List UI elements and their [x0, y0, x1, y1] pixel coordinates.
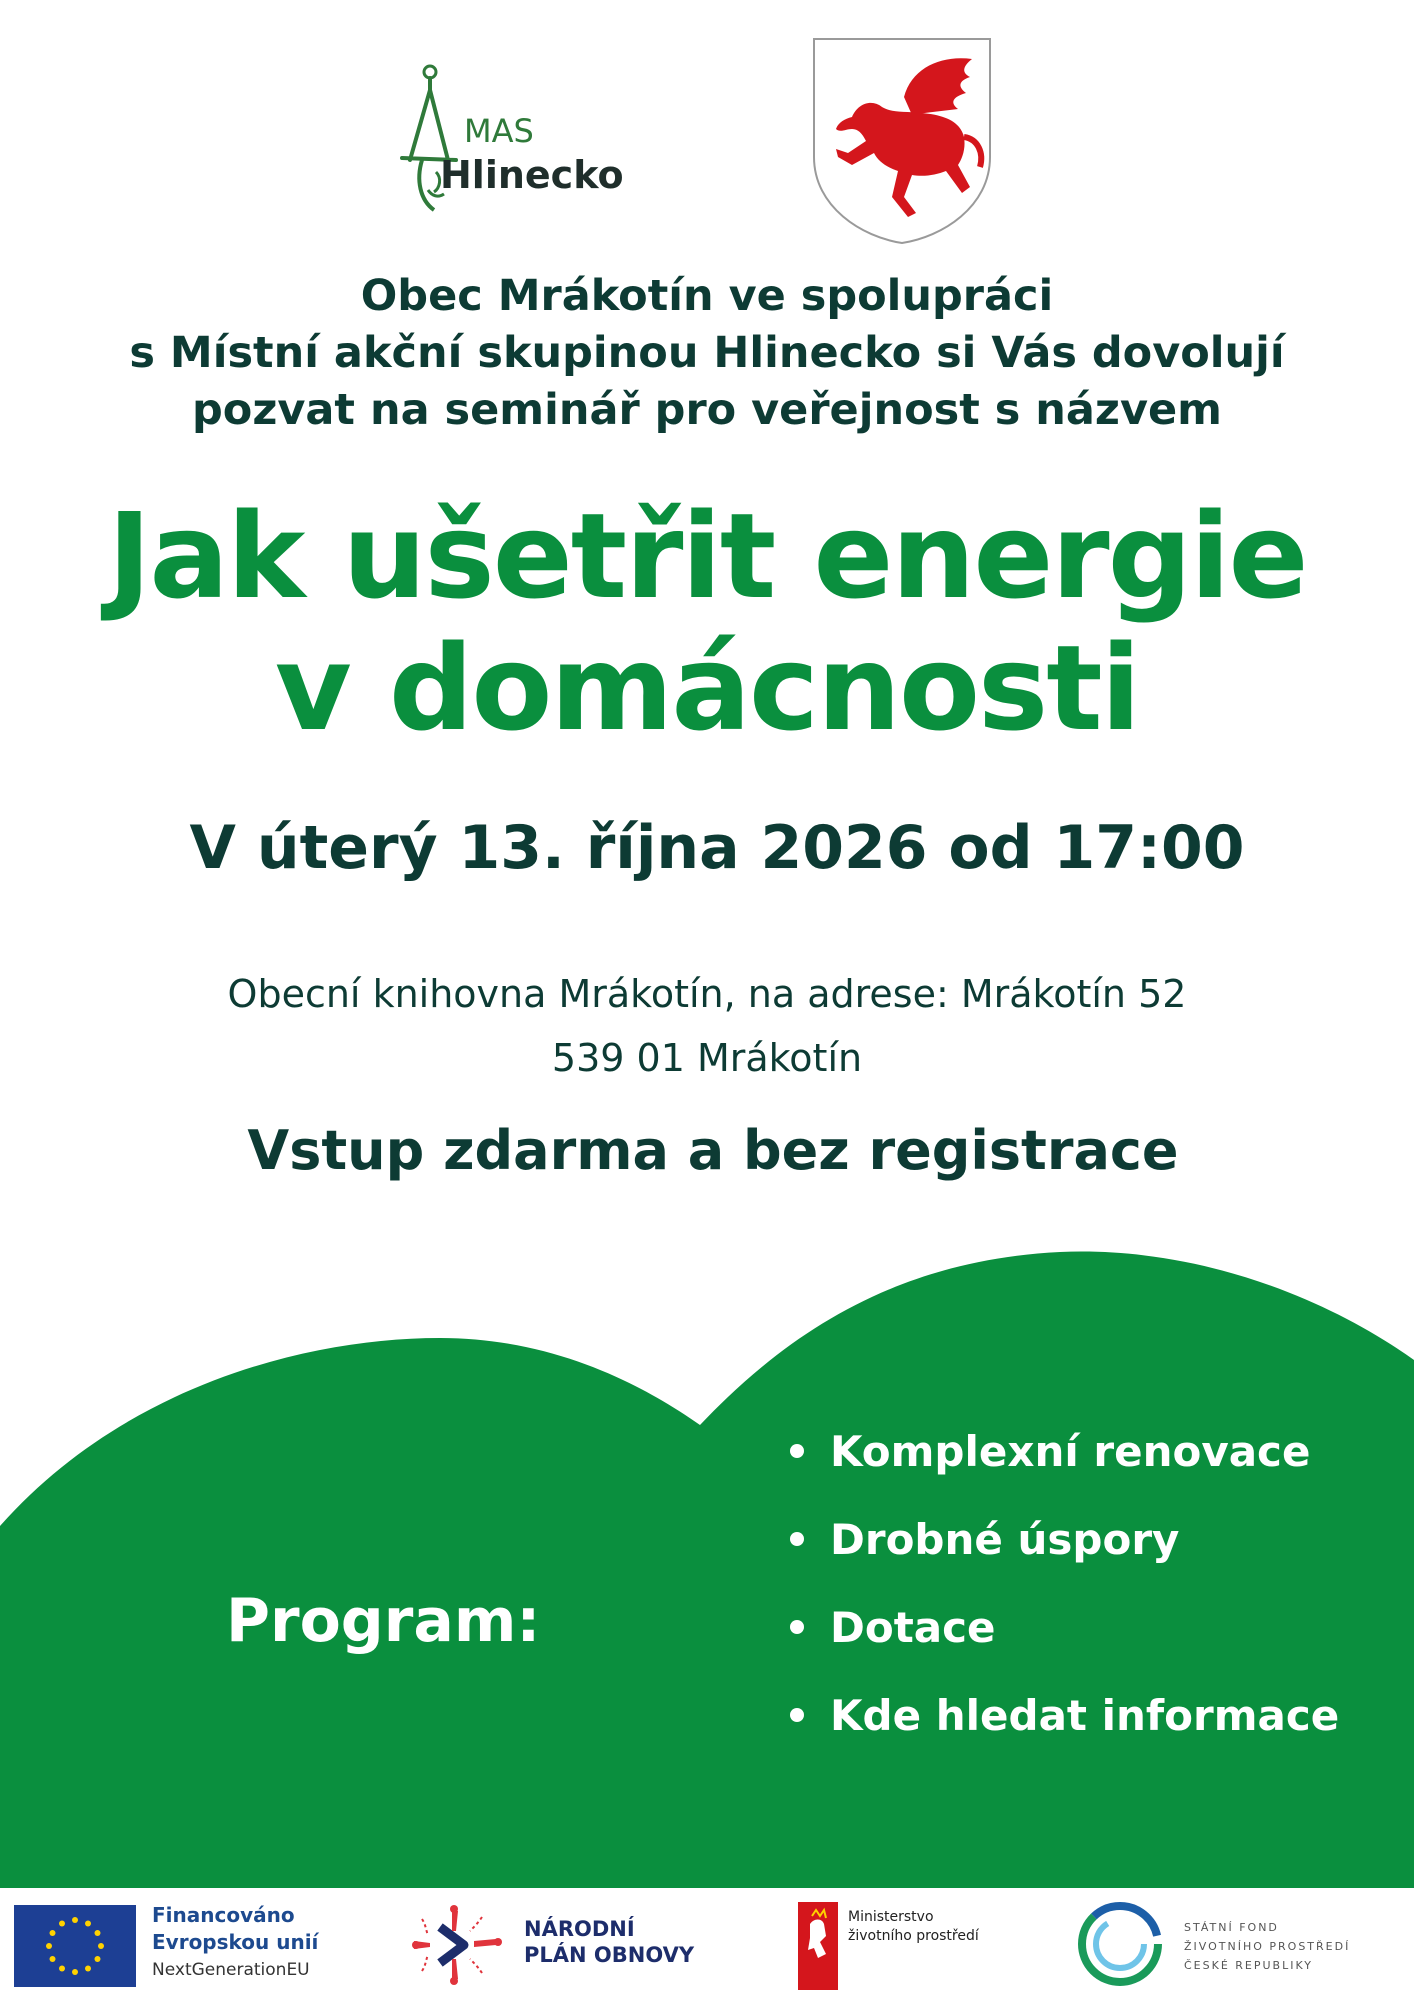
npo-line-2: PLÁN OBNOVY [524, 1943, 695, 1967]
npo-line-1: NÁRODNÍ [524, 1917, 635, 1941]
sfzp-line-1: STÁTNÍ FOND [1184, 1921, 1279, 1934]
pegasus-crest-icon [812, 37, 992, 245]
mzp-line-1: Ministerstvo [848, 1909, 934, 1925]
entry-info: Vstup zdarma a bez registrace [247, 1119, 1179, 1182]
title-line-1: Jak ušetřit energie [107, 487, 1307, 625]
intro-line-2: s Místní akční skupinou Hlinecko si Vás dovolují [129, 328, 1285, 378]
intro-line-3: pozvat na seminář pro veřejnost s názvem [192, 385, 1222, 435]
mzp-line-2: životního prostředí [848, 1928, 979, 1944]
program-item [786, 1512, 1339, 1600]
event-date: V úterý 13. října 2026 od 17:00 [189, 813, 1245, 883]
invitation-intro [0, 268, 1414, 439]
bullet-icon [790, 1532, 804, 1546]
bullet-icon [790, 1708, 804, 1722]
program-item-text: Kde hledat informace [830, 1691, 1340, 1740]
address-line-1: Obecní knihovna Mrákotín, na adrese: Mrákotín 52 [227, 972, 1187, 1016]
title-line-2: v domácnosti [274, 619, 1140, 757]
mas-hlinecko-logo [400, 60, 660, 220]
program-item-text: Dotace [830, 1603, 996, 1652]
narodni-plan-obnovy-icon [412, 1905, 502, 1985]
npo-text [524, 1916, 694, 1968]
sfzp-line-3: ČESKÉ REPUBLIKY [1184, 1959, 1314, 1972]
bullet-icon [790, 1444, 804, 1458]
eu-line-2: Evropskou unií [152, 1930, 319, 1954]
eu-funding-text [152, 1902, 318, 1984]
program-list [786, 1424, 1339, 1776]
program-item [786, 1424, 1339, 1512]
mas-logo-line2: Hlinecko [440, 153, 624, 197]
program-item-text: Drobné úspory [830, 1515, 1180, 1564]
ministry-emblem-icon [798, 1902, 838, 1990]
event-address [0, 962, 1414, 1090]
program-item [786, 1600, 1339, 1688]
address-line-2: 539 01 Mrákotín [551, 1036, 863, 1080]
program-item [786, 1688, 1339, 1776]
funding-footer [0, 1888, 1414, 2000]
ministry-text [848, 1908, 979, 1946]
sfzp-line-2: ŽIVOTNÍHO PROSTŘEDÍ [1184, 1940, 1351, 1953]
bullet-icon [790, 1620, 804, 1634]
sfzp-text [1184, 1918, 1350, 1975]
mas-logo-line1: MAS [464, 112, 534, 150]
program-item-text: Komplexní renovace [830, 1427, 1311, 1476]
sfzp-circle-logo-icon [1078, 1900, 1162, 1988]
eu-flag-icon [14, 1905, 136, 1987]
header-logos [0, 0, 1414, 250]
intro-line-1: Obec Mrákotín ve spolupráci [360, 271, 1054, 321]
seminar-title [0, 487, 1414, 757]
program-label: Program: [226, 1586, 541, 1656]
eu-line-1: Financováno [152, 1903, 295, 1927]
eu-line-3: NextGenerationEU [152, 1960, 310, 1980]
